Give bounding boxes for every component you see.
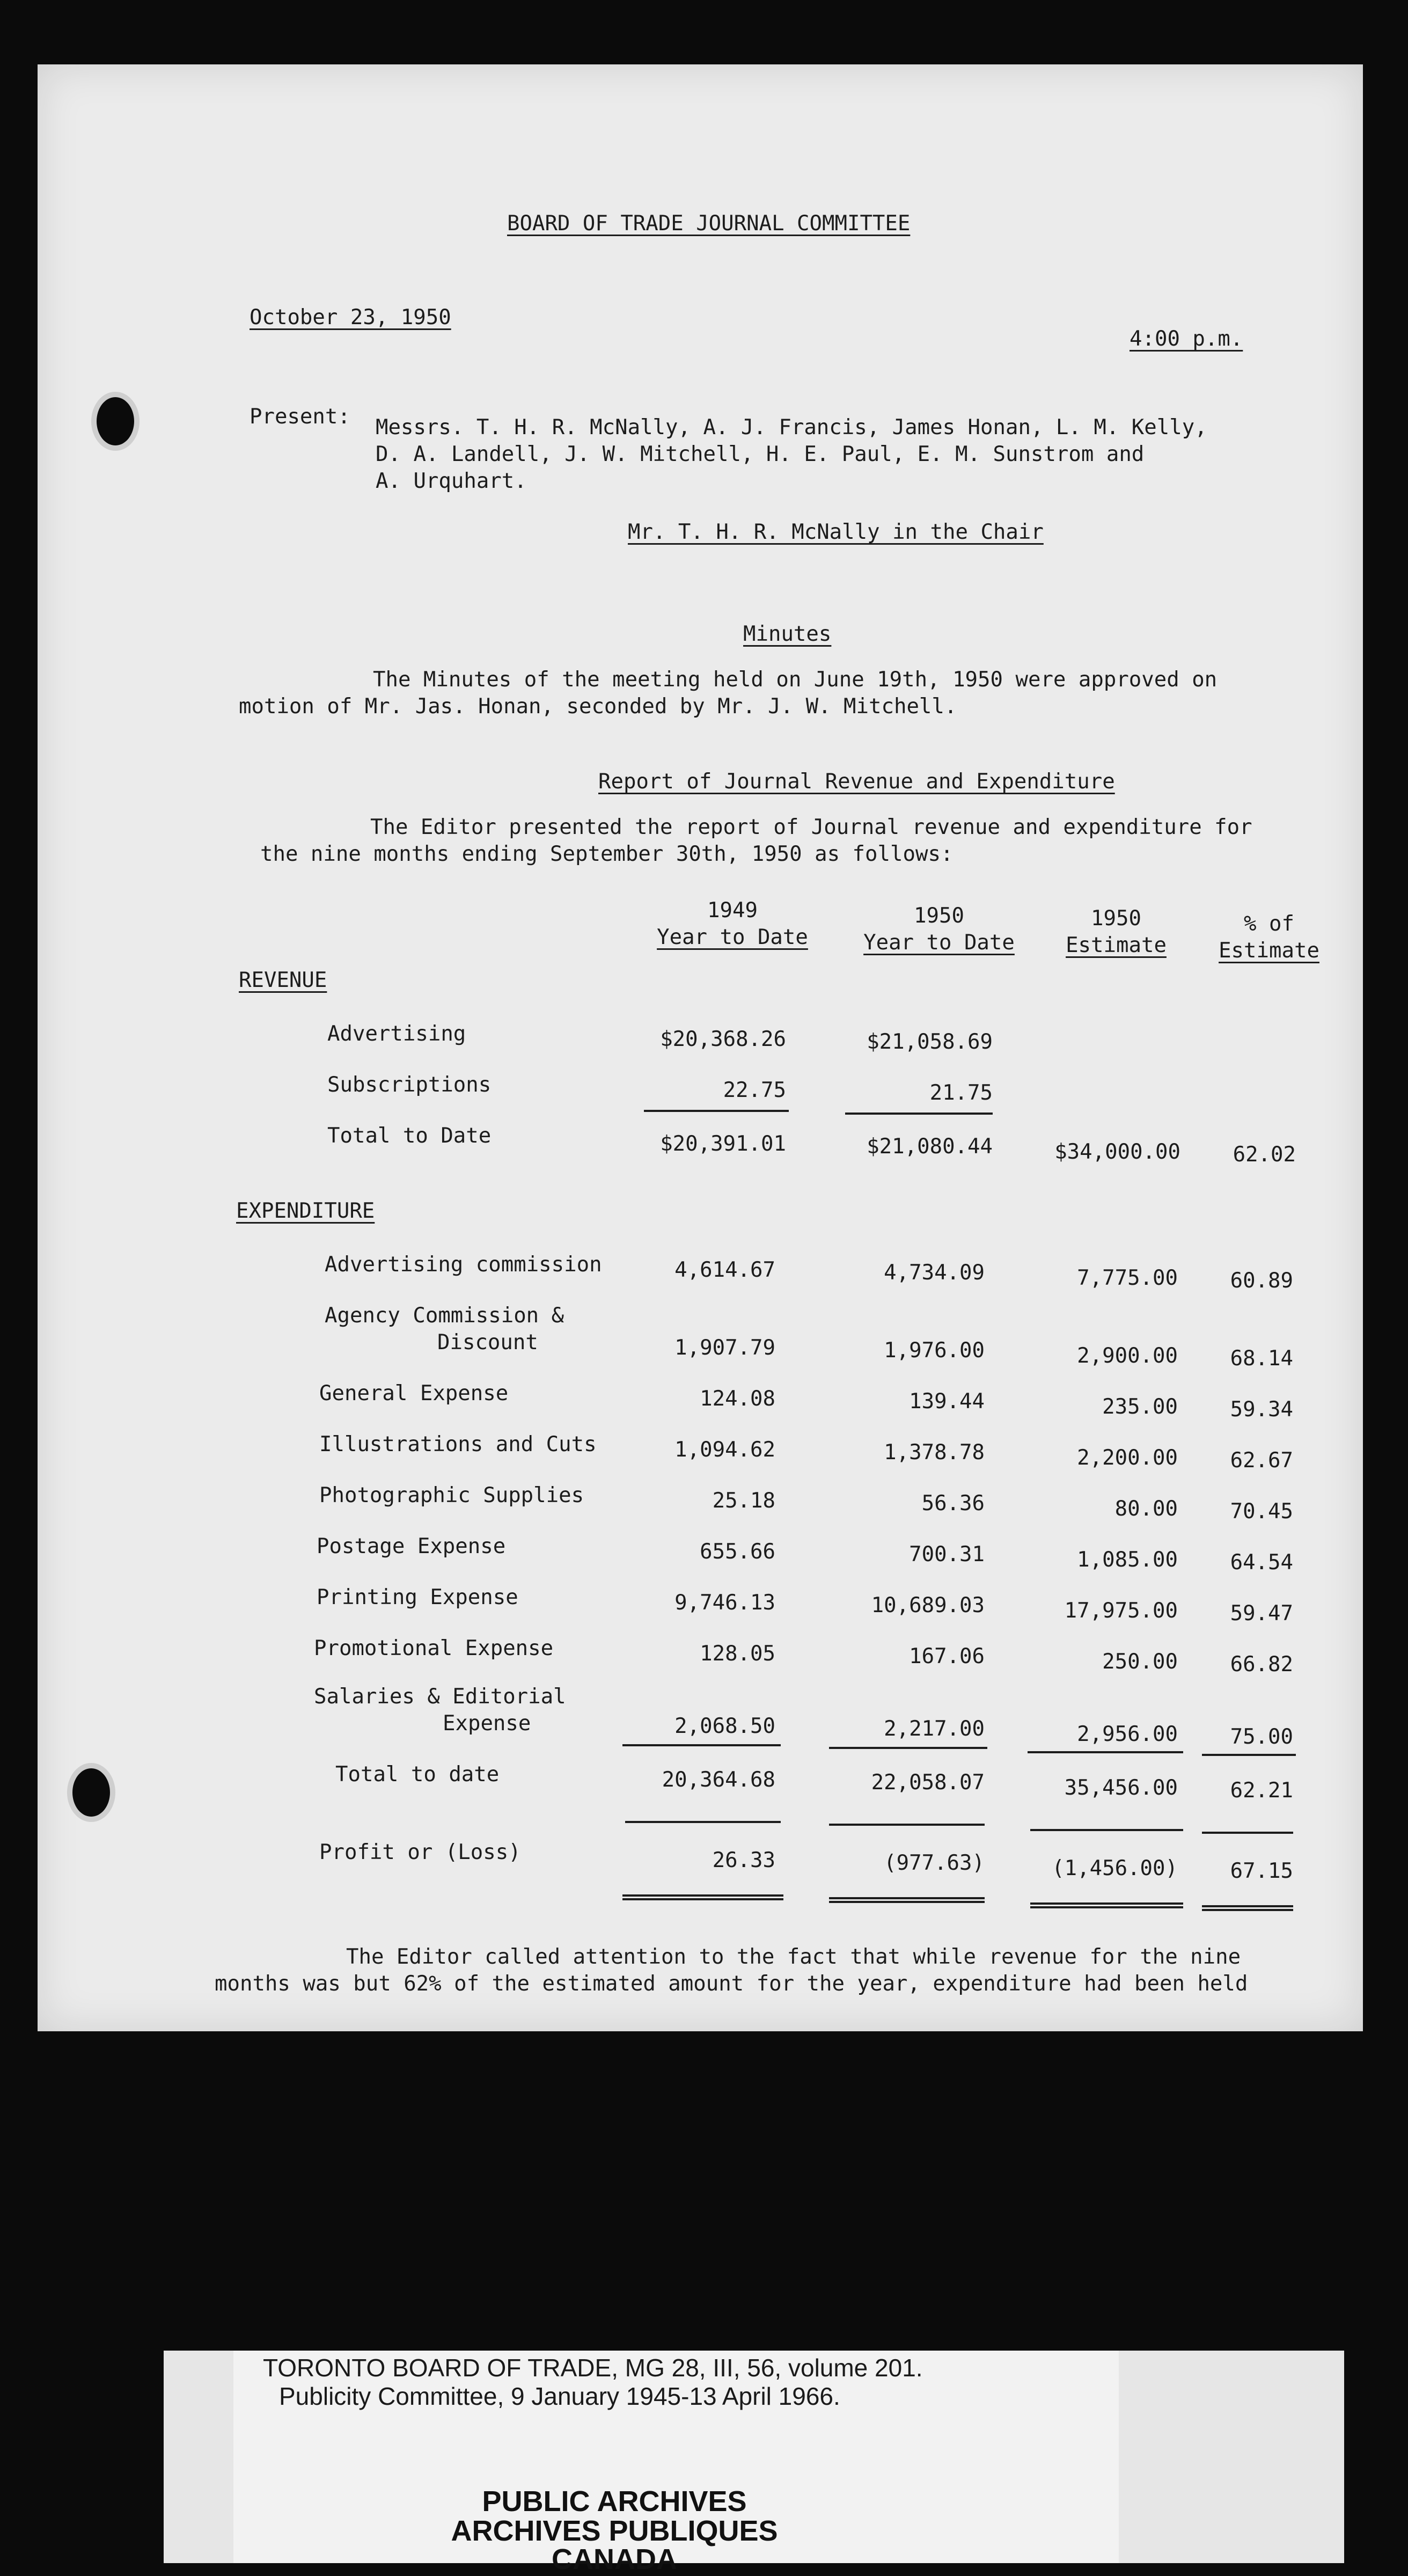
subtotal-rule [829, 1747, 987, 1749]
cell-value: 235.00 [1102, 1395, 1178, 1419]
archive-stamp: CANADA [552, 2543, 677, 2575]
minutes-heading: Minutes [743, 622, 832, 646]
cell-value: 17,975.00 [1064, 1599, 1178, 1623]
archive-label-strip [164, 2351, 1344, 2575]
present-label: Present: [250, 405, 350, 429]
report-heading: Report of Journal Revenue and Expenditure [598, 770, 1115, 794]
row-label: Advertising commission [325, 1253, 602, 1277]
row-label: Salaries & Editorial [314, 1685, 566, 1709]
cell-value: 1,094.62 [674, 1438, 775, 1462]
cell-value: 60.89 [1230, 1269, 1293, 1293]
subtotal-rule [845, 1113, 993, 1115]
cell-value: 21.75 [929, 1081, 993, 1105]
cell-value: 80.00 [1114, 1497, 1178, 1521]
report-intro: The Editor presented the report of Journal revenue and expenditure for [370, 815, 1252, 839]
column-header: Year to Date [863, 931, 1015, 955]
column-header-top: 1950 [914, 904, 964, 928]
row-label-continued: Expense [443, 1711, 531, 1736]
subtotal-rule [644, 1110, 789, 1112]
subtotal-rule [1028, 1751, 1183, 1753]
cell-value: 4,614.67 [674, 1258, 775, 1282]
row-label: General Expense [319, 1381, 509, 1406]
archive-stamp: PUBLIC ARCHIVES [482, 2485, 747, 2518]
grand-total-rule [622, 1894, 783, 1900]
cell-value: $21,058.69 [867, 1030, 993, 1054]
closing-text: The Editor called attention to the fact that while revenue for the nine [346, 1945, 1241, 1969]
row-label: Agency Commission & [325, 1304, 564, 1328]
cell-value: 1,378.78 [884, 1440, 985, 1465]
punch-hole [67, 1763, 115, 1822]
cell-value: 59.34 [1230, 1397, 1293, 1422]
cell-value: 1,976.00 [884, 1338, 985, 1363]
cell-value: 25.18 [712, 1489, 775, 1513]
minutes-text: motion of Mr. Jas. Honan, seconded by Mr. J. W. Mitchell. [239, 694, 957, 719]
cell-value: 1,907.79 [674, 1336, 775, 1360]
cell-value: 67.15 [1230, 1859, 1293, 1883]
meeting-time: 4:00 p.m. [1130, 327, 1243, 351]
cell-value: $20,368.26 [660, 1027, 786, 1051]
cell-value: 64.54 [1230, 1550, 1293, 1575]
row-label: Advertising [327, 1022, 466, 1046]
chair-line: Mr. T. H. R. McNally in the Chair [628, 520, 1044, 544]
cell-value: 62.21 [1230, 1779, 1293, 1803]
grand-total-rule [829, 1897, 985, 1903]
cell-value: 128.05 [700, 1642, 775, 1666]
row-label: Postage Expense [317, 1534, 506, 1558]
row-label: Total to Date [327, 1124, 492, 1148]
cell-value: 124.08 [700, 1387, 775, 1411]
cell-value: 22.75 [723, 1078, 786, 1102]
cell-value: 66.82 [1230, 1652, 1293, 1677]
cell-value: $21,080.44 [867, 1135, 993, 1159]
cell-value: 2,956.00 [1077, 1722, 1178, 1746]
row-label: Printing Expense [317, 1585, 518, 1609]
cell-value: 22,058.07 [871, 1770, 985, 1795]
total-rule [829, 1824, 985, 1826]
total-rule [1202, 1832, 1293, 1834]
row-label: Total to date [335, 1762, 500, 1787]
row-label: Photographic Supplies [319, 1483, 584, 1507]
cell-value: 59.47 [1230, 1601, 1293, 1626]
subtotal-rule [622, 1744, 781, 1746]
cell-value: 68.14 [1230, 1346, 1293, 1371]
meeting-date: October 23, 1950 [250, 305, 451, 330]
archive-stamp: ARCHIVES PUBLIQUES [451, 2515, 778, 2547]
cell-value: 70.45 [1230, 1499, 1293, 1524]
cell-value: 35,456.00 [1064, 1776, 1178, 1800]
total-rule [1030, 1829, 1183, 1831]
column-header: Estimate [1219, 939, 1319, 963]
cell-value: 139.44 [909, 1389, 985, 1414]
cell-value: 2,900.00 [1077, 1344, 1178, 1368]
archive-reference: TORONTO BOARD OF TRADE, MG 28, III, 56, volume 201. [263, 2354, 923, 2382]
present-line: A. Urquhart. [376, 469, 527, 493]
column-header: Year to Date [657, 925, 808, 949]
page-title: BOARD OF TRADE JOURNAL COMMITTEE [507, 211, 911, 236]
row-label: Promotional Expense [314, 1636, 554, 1660]
revenue-section-label: REVENUE [239, 968, 327, 992]
row-label: Subscriptions [327, 1073, 492, 1097]
grand-total-rule [1202, 1905, 1293, 1911]
cell-value: $34,000.00 [1054, 1140, 1180, 1164]
cell-value: $20,391.01 [660, 1132, 786, 1156]
column-header-top: 1949 [707, 898, 758, 923]
row-label-continued: Discount [437, 1330, 538, 1355]
cell-value: 2,068.50 [674, 1714, 775, 1738]
punch-hole [91, 392, 140, 451]
archive-reference: Publicity Committee, 9 January 1945-13 April 1966. [279, 2382, 840, 2410]
cell-value: 26.33 [712, 1848, 775, 1872]
column-header-top: % of [1244, 912, 1294, 936]
closing-text: months was but 62% of the estimated amount for the year, expenditure had been held [215, 1972, 1248, 1996]
minutes-text: The Minutes of the meeting held on June 19th, 1950 were approved on [373, 668, 1218, 692]
column-header-top: 1950 [1091, 906, 1141, 931]
cell-value: 10,689.03 [871, 1593, 985, 1618]
cell-value: 9,746.13 [674, 1591, 775, 1615]
cell-value: 20,364.68 [662, 1768, 775, 1792]
cell-value: 2,200.00 [1077, 1446, 1178, 1470]
present-line: D. A. Landell, J. W. Mitchell, H. E. Paul, E. M. Sunstrom and [376, 442, 1145, 466]
cell-value: 75.00 [1230, 1725, 1293, 1749]
cell-value: (977.63) [884, 1851, 985, 1875]
report-intro: the nine months ending September 30th, 1950 as follows: [260, 842, 954, 866]
cell-value: 167.06 [909, 1644, 985, 1668]
cell-value: (1,456.00) [1052, 1856, 1178, 1880]
cell-value: 62.02 [1233, 1143, 1296, 1167]
cell-value: 700.31 [909, 1542, 985, 1567]
row-label: Illustrations and Cuts [319, 1432, 597, 1457]
total-rule [625, 1821, 781, 1823]
row-label: Profit or (Loss) [319, 1840, 521, 1864]
subtotal-rule [1202, 1754, 1296, 1756]
cell-value: 2,217.00 [884, 1717, 985, 1741]
cell-value: 62.67 [1230, 1448, 1293, 1473]
cell-value: 655.66 [700, 1540, 775, 1564]
cell-value: 7,775.00 [1077, 1266, 1178, 1290]
cell-value: 250.00 [1102, 1650, 1178, 1674]
cell-value: 56.36 [921, 1491, 985, 1516]
present-line: Messrs. T. H. R. McNally, A. J. Francis, James Honan, L. M. Kelly, [376, 415, 1207, 440]
grand-total-rule [1030, 1902, 1183, 1908]
column-header: Estimate [1066, 933, 1167, 957]
cell-value: 4,734.09 [884, 1261, 985, 1285]
cell-value: 1,085.00 [1077, 1548, 1178, 1572]
expenditure-section-label: EXPENDITURE [236, 1199, 375, 1223]
